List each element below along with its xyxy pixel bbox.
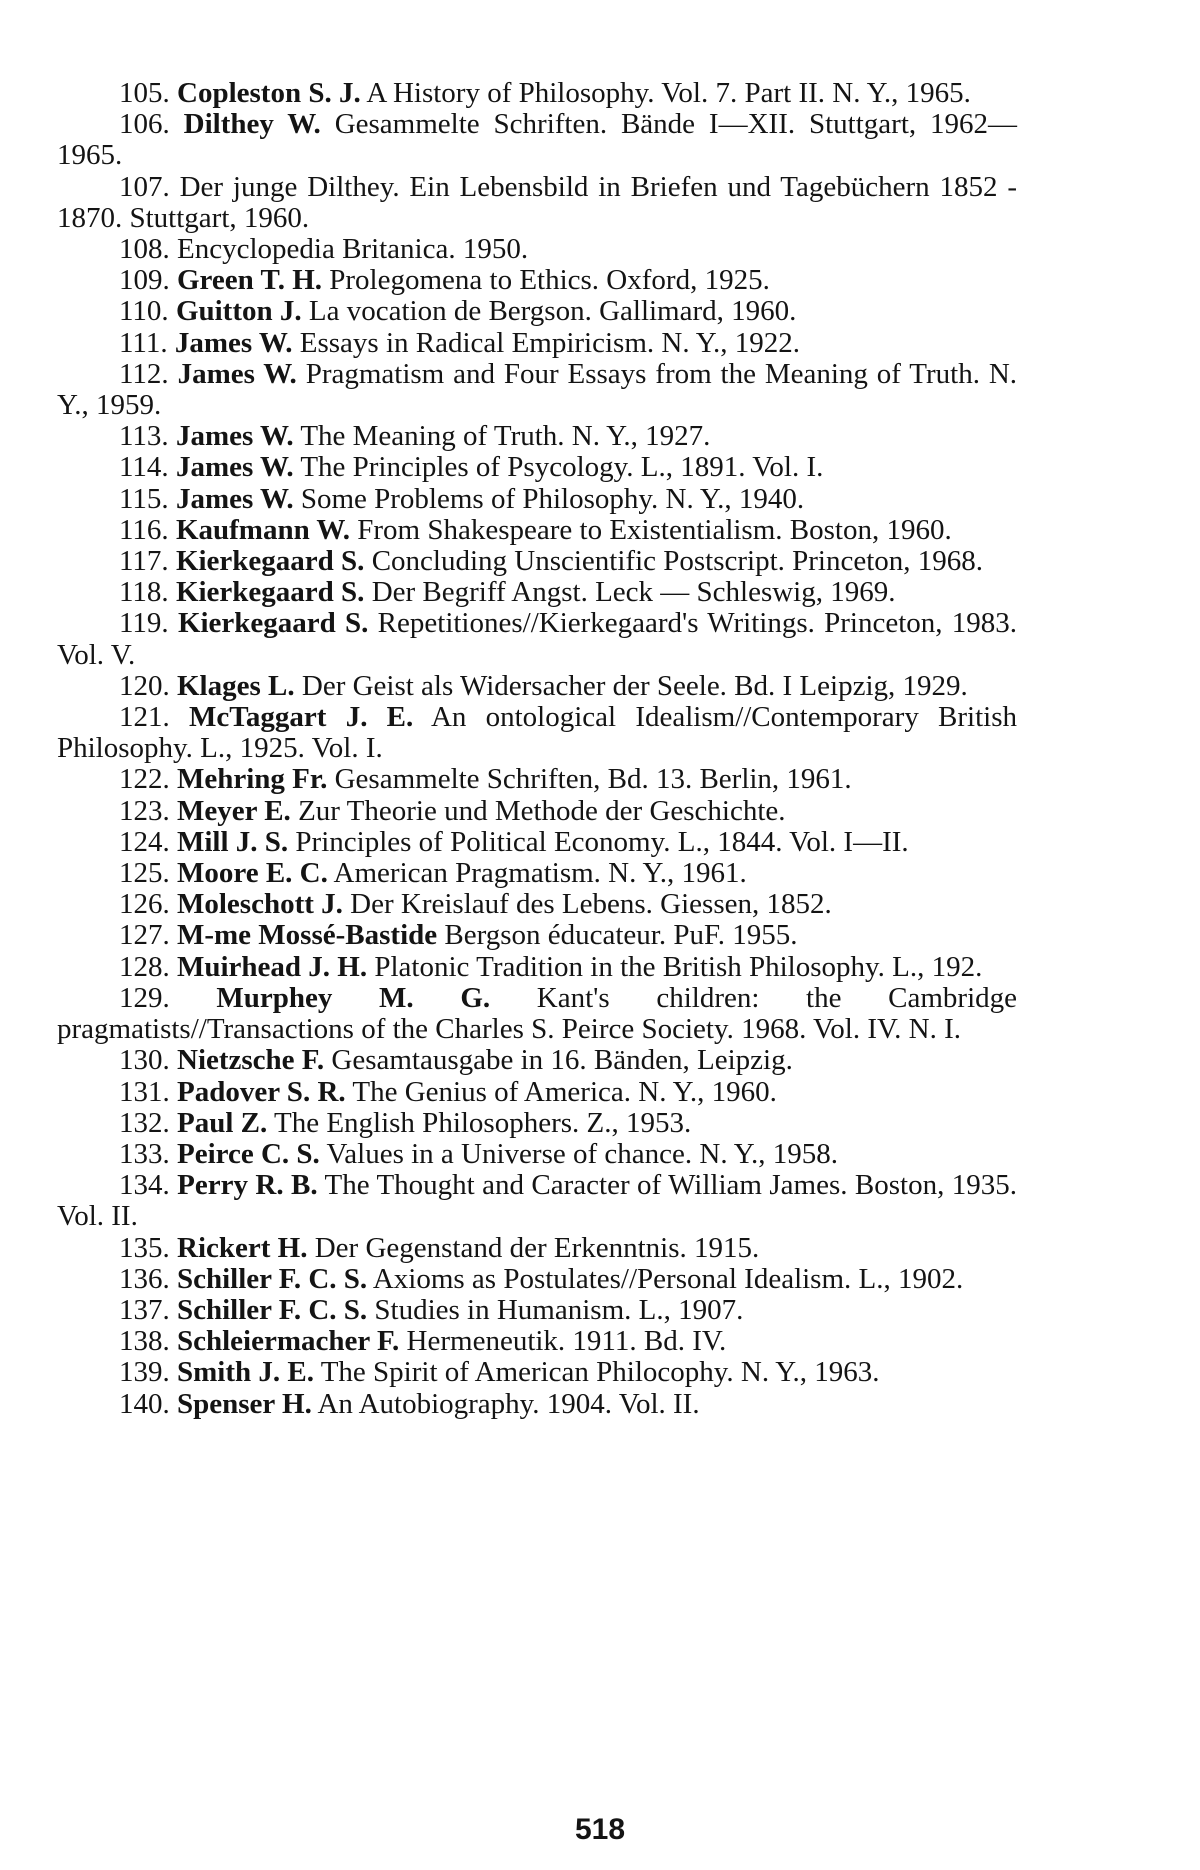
entry-author: James W. — [175, 482, 294, 515]
entry-number: 115. — [119, 482, 169, 515]
bibliography-entry — [57, 265, 1017, 296]
entry-number: 123. — [119, 794, 170, 827]
entry-author: Kierkegaard S. — [175, 545, 365, 578]
entry-text: Pragmatism and Four Essays from the Meaning of Truth. N. Y., 1959. — [57, 357, 1018, 422]
bibliography-entry — [57, 889, 1017, 920]
entry-text: The Genius of America. N. Y., 1960. — [352, 1075, 777, 1108]
entry-author: Guitton J. — [175, 295, 302, 328]
entry-number: 117. — [119, 545, 169, 578]
entry-author: Peirce C. S. — [177, 1137, 320, 1170]
entry-number: 136. — [119, 1262, 170, 1295]
entry-number: 124. — [119, 825, 170, 858]
entry-text: Encyclopedia Britanica. 1950. — [177, 233, 529, 266]
entry-number: 134. — [119, 1169, 170, 1202]
bibliography-entry — [57, 1139, 1017, 1170]
bibliography-entry — [57, 577, 1017, 608]
entry-text: The Meaning of Truth. N. Y., 1927. — [300, 420, 711, 453]
entry-text: The Thought and Caracter of William James. Boston, 1935. Vol. II. — [57, 1169, 1017, 1233]
bibliography-entry — [57, 952, 1017, 983]
entry-text: Kant's children: the Cambridge pragmatists//Transactions of the Charles S. Peirce Society. 1968. Vol. IV. N. I. — [57, 981, 1017, 1046]
bibliography-entry — [57, 1389, 1017, 1420]
entry-text: Gesammelte Schriften. Bände I—XII. Stuttgart, 1962—1965. — [57, 108, 1018, 172]
entry-author: Paul Z. — [177, 1106, 268, 1139]
entry-text: Der Gegenstand der Erkenntnis. 1915. — [314, 1231, 760, 1264]
entry-author: Mill J. S. — [177, 825, 289, 858]
entry-number: 127. — [119, 919, 170, 952]
entry-text: An Autobiography. 1904. Vol. II. — [317, 1387, 700, 1420]
entry-number: 135. — [119, 1231, 170, 1264]
entry-author: Moore E. C. — [177, 857, 328, 890]
bibliography-entry — [57, 484, 1017, 515]
bibliography-entry — [57, 1233, 1017, 1264]
entry-text: An ontological Idealism//Contemporary British Philosophy. L., 1925. Vol. I. — [57, 701, 1018, 765]
bibliography-entry — [57, 546, 1017, 577]
entry-author: Smith J. E. — [177, 1356, 314, 1389]
entry-text: Concluding Unscientific Postscript. Princeton, 1968. — [371, 545, 984, 578]
entry-number: 110. — [119, 295, 169, 328]
entry-author: Schiller F. C. S. — [177, 1262, 368, 1295]
entry-text: Der Kreislauf des Lebens. Giessen, 1852. — [350, 888, 832, 921]
bibliography-entry — [57, 858, 1017, 889]
entry-author: Kierkegaard S. — [177, 607, 369, 640]
entry-author: Schiller F. C. S. — [177, 1293, 368, 1326]
entry-author: Rickert H. — [177, 1231, 308, 1264]
entry-number: 129. — [119, 981, 170, 1014]
entry-author: Mehring Fr. — [177, 763, 328, 796]
entry-author: Copleston S. J. — [177, 77, 361, 109]
entry-author: Kierkegaard S. — [175, 576, 365, 609]
bibliography-entry — [57, 359, 1017, 421]
entry-number: 120. — [119, 669, 170, 702]
entry-text: Der Begriff Angst. Leck — Schleswig, 1969. — [371, 576, 896, 609]
entry-text: The Spirit of American Philocophy. N. Y., 1963. — [320, 1356, 880, 1389]
entry-text: Repetitiones//Kierkegaard's Writings. Princeton, 1983. Vol. V. — [57, 607, 1017, 671]
entry-text: Bergson éducateur. PuF. 1955. — [444, 919, 798, 952]
entry-author: Padover S. R. — [177, 1075, 346, 1108]
entry-number: 130. — [119, 1044, 170, 1077]
bibliography-entry — [57, 1357, 1017, 1388]
bibliography-entry — [57, 1077, 1017, 1108]
bibliography-entry — [57, 1045, 1017, 1076]
bibliography-entry — [57, 1295, 1017, 1326]
bibliography-entry — [57, 1108, 1017, 1139]
bibliography-entry — [57, 234, 1017, 265]
entry-number: 106. — [119, 108, 170, 141]
entry-author: Moleschott J. — [177, 888, 343, 921]
entry-author: Klages L. — [177, 669, 295, 702]
entry-number: 131. — [119, 1075, 170, 1108]
bibliography-entry — [57, 452, 1017, 483]
entry-text: Platonic Tradition in the British Philosophy. L., 192. — [374, 950, 983, 983]
entry-author: James W. — [177, 357, 297, 390]
entry-author: Murphey M. G. — [216, 981, 491, 1014]
entry-text: A History of Philosophy. Vol. 7. Part II. N. Y., 1965. — [366, 77, 971, 109]
bibliography-entry — [57, 671, 1017, 702]
entry-number: 109. — [119, 264, 170, 297]
entry-text: Gesammelte Schriften, Bd. 13. Berlin, 1961. — [334, 763, 852, 796]
entry-number: 107. — [119, 170, 170, 203]
entry-number: 114. — [119, 451, 169, 484]
entry-number: 133. — [119, 1137, 170, 1170]
entry-number: 138. — [119, 1325, 170, 1358]
bibliography-entry — [57, 764, 1017, 795]
entry-text: Der Geist als Widersacher der Seele. Bd. I Leipzig, 1929. — [301, 669, 968, 702]
bibliography-entry — [57, 78, 1017, 109]
bibliography-entry — [57, 421, 1017, 452]
bibliography-entry — [57, 172, 1017, 234]
entry-text: From Shakespeare to Existentialism. Boston, 1960. — [357, 513, 952, 546]
entry-number: 121. — [119, 701, 170, 734]
entry-text: American Pragmatism. N. Y., 1961. — [333, 857, 747, 890]
entry-author: McTaggart J. E. — [189, 701, 414, 734]
entry-author: Meyer E. — [177, 794, 291, 827]
bibliography-entry — [57, 296, 1017, 327]
bibliography-list — [57, 78, 1017, 1420]
entry-number: 111. — [119, 326, 168, 359]
entry-author: James W. — [175, 420, 294, 453]
entry-author: Schleiermacher F. — [177, 1325, 400, 1358]
entry-text: Principles of Political Economy. L., 1844. Vol. I—II. — [295, 825, 909, 858]
entry-text: Axioms as Postulates//Personal Idealism. L., 1902. — [372, 1262, 964, 1295]
entry-text: Gesamtausgabe in 16. Bänden, Leipzig. — [331, 1044, 793, 1077]
page-number: 518 — [574, 1813, 626, 1846]
bibliography-entry — [57, 109, 1017, 171]
entry-text: Zur Theorie und Methode der Geschichte. — [298, 794, 786, 827]
entry-text: Der junge Dilthey. Ein Lebensbild in Briefen und Tagebüchern 1852 - 1870. Stuttgart, 1960. — [57, 170, 1017, 234]
entry-number: 118. — [119, 576, 169, 609]
entry-text: Values in a Universe of chance. N. Y., 1958. — [326, 1137, 838, 1170]
entry-number: 119. — [119, 607, 169, 640]
entry-text: The English Philosophers. Z., 1953. — [273, 1106, 692, 1139]
entry-number: 132. — [119, 1106, 170, 1139]
entry-number: 113. — [119, 420, 169, 453]
bibliography-entry — [57, 328, 1017, 359]
entry-text: Studies in Humanism. L., 1907. — [374, 1293, 744, 1326]
entry-author: Spenser H. — [177, 1387, 312, 1420]
entry-author: Kaufmann W. — [175, 513, 351, 546]
entry-author: James W. — [175, 451, 294, 484]
entry-author: Green T. H. — [177, 264, 322, 297]
bibliography-entry — [57, 920, 1017, 951]
entry-number: 128. — [119, 950, 170, 983]
entry-number: 137. — [119, 1293, 170, 1326]
bibliography-entry — [57, 827, 1017, 858]
entry-author: James W. — [174, 326, 293, 359]
entry-number: 126. — [119, 888, 170, 921]
entry-number: 125. — [119, 857, 170, 890]
entry-number: 108. — [119, 233, 170, 266]
entry-number: 116. — [119, 513, 169, 546]
entry-number: 105. — [119, 77, 170, 109]
entry-number: 140. — [119, 1387, 170, 1420]
bibliography-entry — [57, 1326, 1017, 1357]
entry-text: Hermeneutik. 1911. Bd. IV. — [406, 1325, 727, 1358]
entry-author: Nietzsche F. — [177, 1044, 325, 1077]
bibliography-entry — [57, 983, 1017, 1045]
bibliography-entry — [57, 1170, 1017, 1232]
entry-text: The Principles of Psycology. L., 1891. Vol. I. — [300, 451, 824, 484]
entry-author: M-me Mossé-Bastide — [177, 919, 438, 952]
bibliography-entry — [57, 796, 1017, 827]
bibliography-entry — [57, 608, 1017, 670]
entry-text: Essays in Radical Empiricism. N. Y., 1922. — [299, 326, 800, 359]
entry-number: 122. — [119, 763, 170, 796]
entry-author: Muirhead J. H. — [177, 950, 368, 983]
bibliography-entry — [57, 702, 1017, 764]
entry-number: 112. — [119, 357, 169, 390]
entry-author: Dilthey W. — [183, 108, 321, 141]
entry-text: La vocation de Bergson. Gallimard, 1960. — [308, 295, 797, 328]
entry-author: Perry R. B. — [177, 1169, 318, 1202]
entry-text: Prolegomena to Ethics. Oxford, 1925. — [329, 264, 770, 297]
bibliography-entry — [57, 515, 1017, 546]
bibliography-entry — [57, 1264, 1017, 1295]
entry-number: 139. — [119, 1356, 170, 1389]
entry-text: Some Problems of Philosophy. N. Y., 1940. — [300, 482, 805, 515]
